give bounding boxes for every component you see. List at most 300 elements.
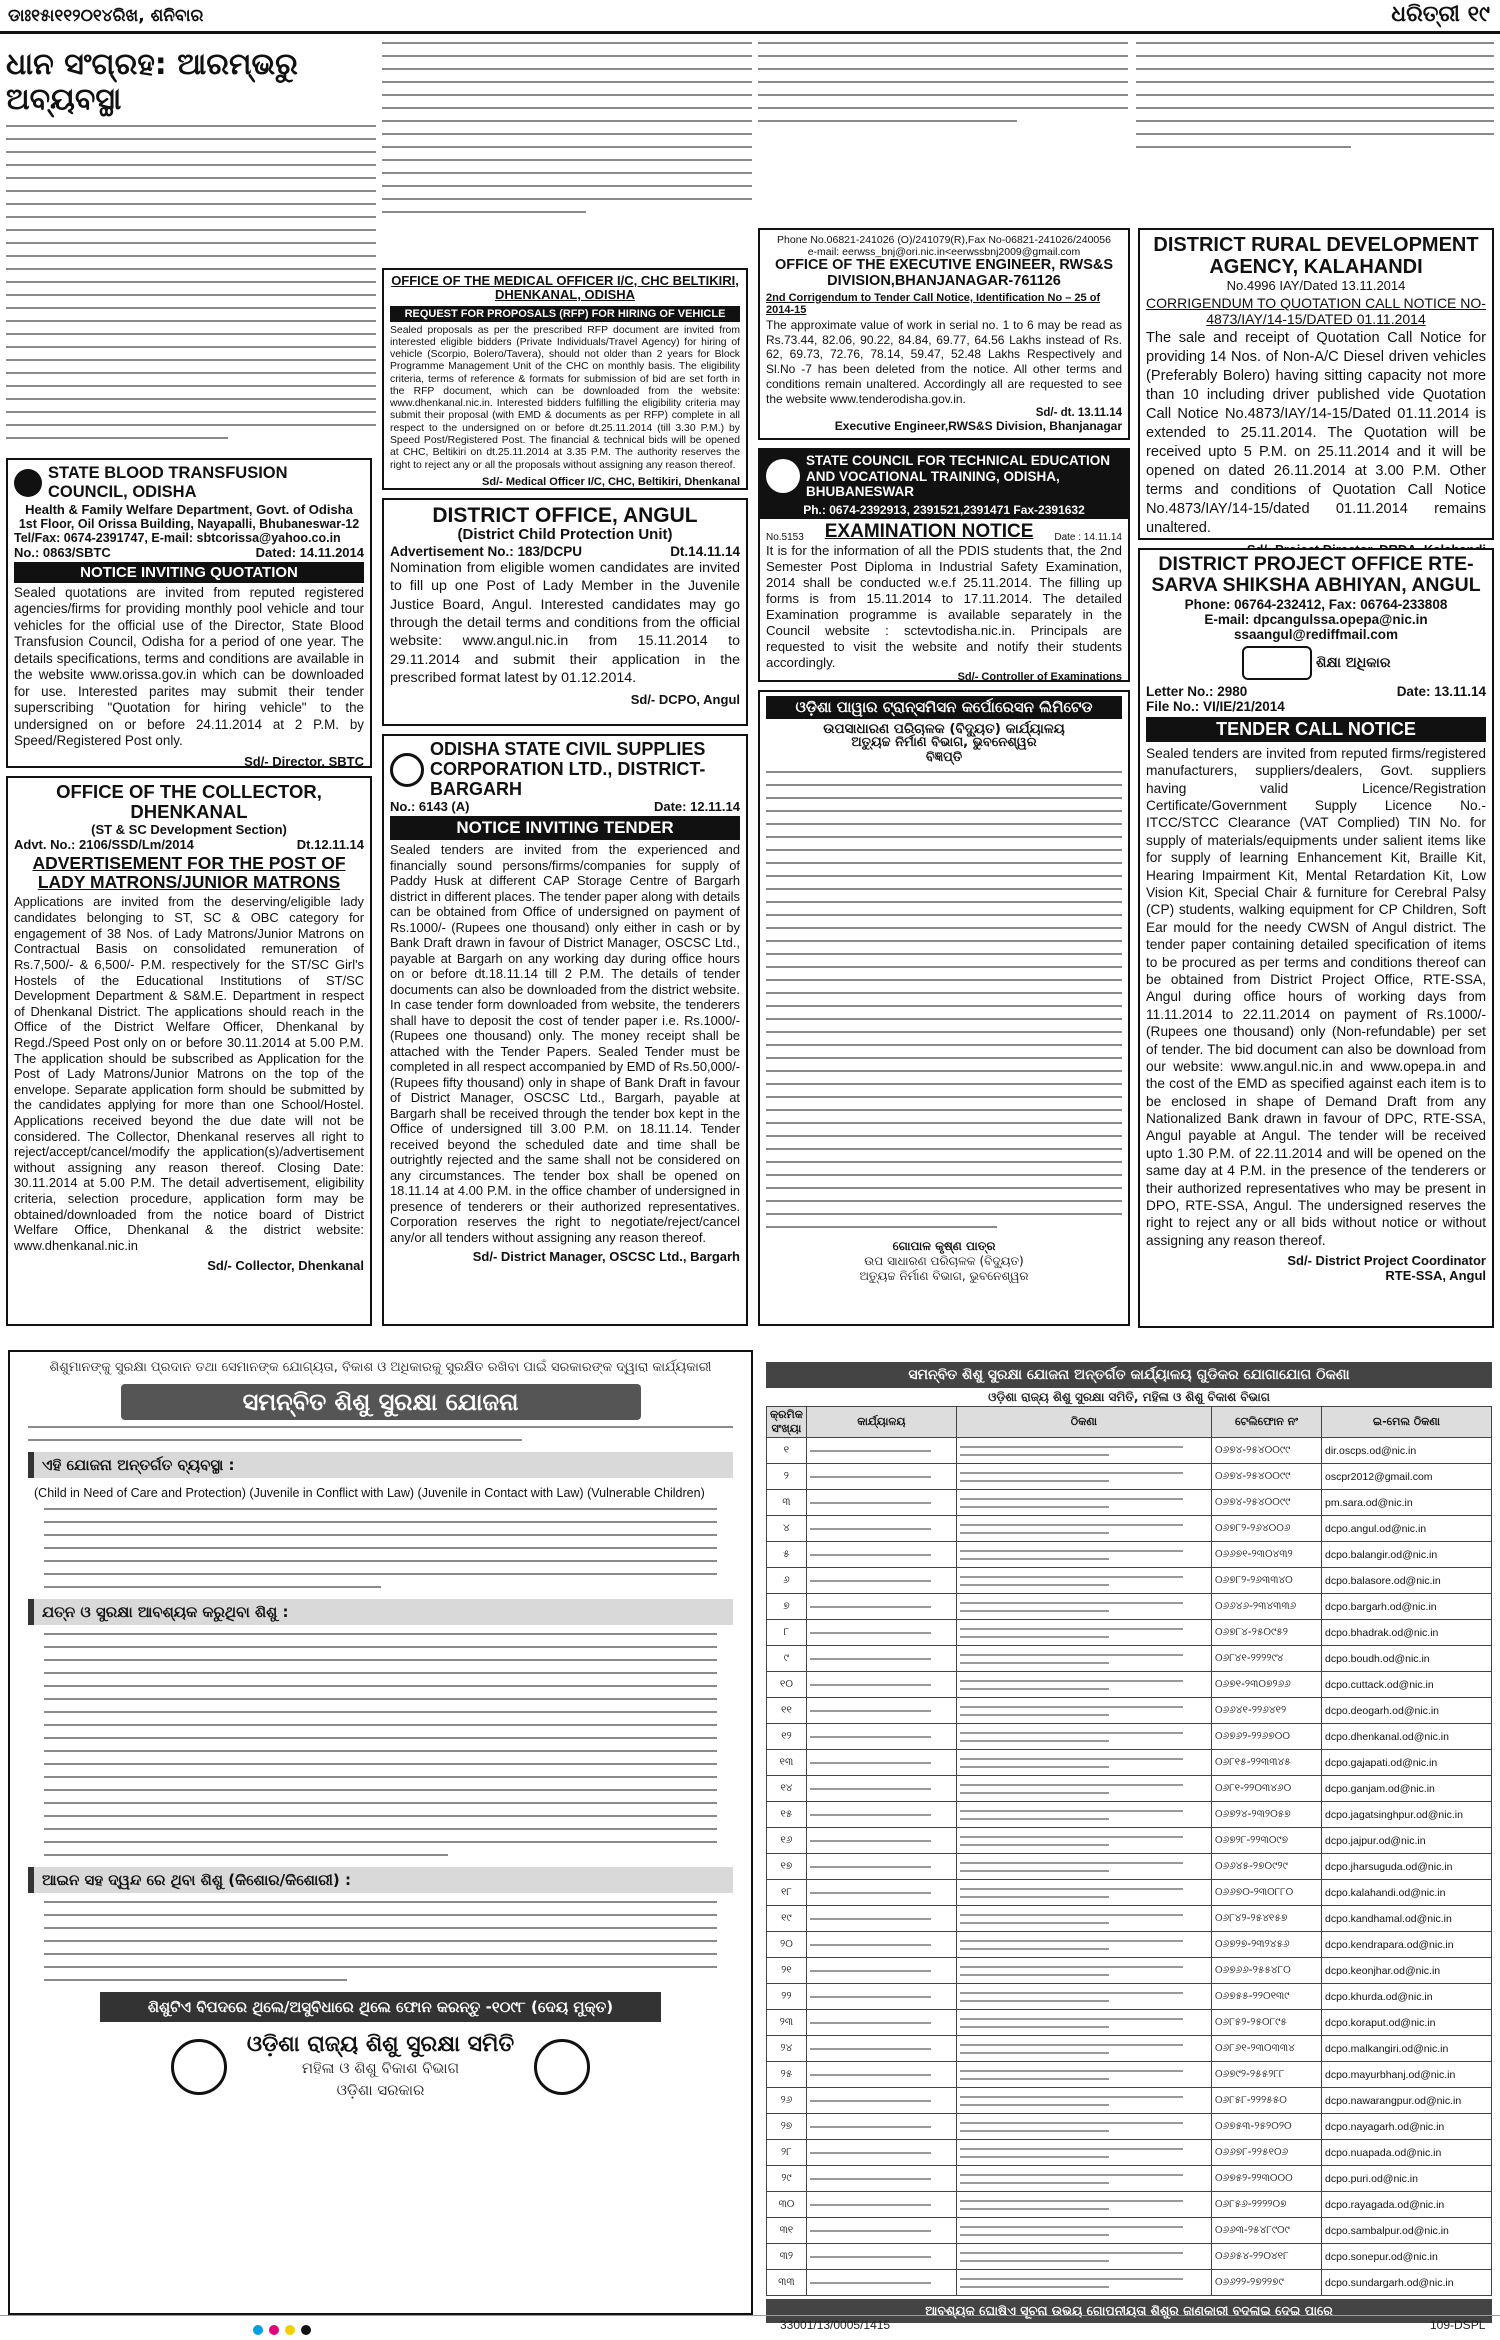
directory-column-header: କ୍ରମିକ ସଂଖ୍ୟା (767, 1407, 807, 1438)
row-address (956, 2270, 1211, 2296)
table-row (767, 1750, 1492, 1776)
ad-number: Advertisement No.: 183/DCPU (390, 543, 583, 559)
row-office (806, 2218, 956, 2244)
row-office (806, 1958, 956, 1984)
row-phone: ୦୬୭୧-୨୩୦୭୨୬୬ (1212, 1672, 1322, 1698)
table-row (767, 2218, 1492, 2244)
row-phone: ୦୬୭୪-୨୫୪୦୦୯୯ (1212, 1464, 1322, 1490)
row-address (956, 1750, 1211, 1776)
ad-date: Date : 14.11.14 (1054, 531, 1122, 543)
row-email[interactable]: dcpo.nawarangpur.od@nic.in (1322, 2088, 1492, 2114)
ad-signature: Sd/- DCPO, Angul (630, 691, 740, 707)
row-phone: ୦୬୬୨୨-୨୭୨୨୭୯ (1212, 2270, 1322, 2296)
table-row (767, 1724, 1492, 1750)
ad-signature: Sd/- District Manager, OSCSC Ltd., Bargarh (472, 1248, 740, 1264)
scheme-en-1: (Child in Need of Care and Protection) (34, 1485, 246, 1500)
directory-column-header: ଇ-ମେଲ ଠିକଣା (1322, 1407, 1492, 1438)
ad-phone: Phone: 06764-232412, Fax: 06764-233808 (1184, 596, 1448, 612)
table-row (767, 1438, 1492, 1464)
oscsc-logo-icon (390, 753, 424, 787)
row-email[interactable]: dcpo.koraput.od@nic.in (1322, 2010, 1492, 2036)
odisha-emblem-icon (534, 2039, 590, 2095)
row-email[interactable]: dcpo.jajpur.od@nic.in (1322, 1828, 1492, 1854)
row-phone: ୦୬୭୮୪-୨୫୦୯୫୨ (1212, 1620, 1322, 1646)
table-row (767, 1932, 1492, 1958)
sbtc-logo-icon (14, 469, 42, 497)
row-number: ୨୩ (767, 2010, 807, 2036)
row-phone: ୦୬୮୫୮-୨୨୨୫୫୦ (1212, 2088, 1322, 2114)
row-email[interactable]: dcpo.sonepur.od@nic.in (1322, 2244, 1492, 2270)
ad-dept: Health & Family Welfare Department, Govt. of Odisha (25, 502, 353, 517)
ad-signature: Sd/- Controller of Examinations (957, 671, 1122, 684)
table-row (767, 1880, 1492, 1906)
row-email[interactable]: dcpo.boudh.od@nic.in (1322, 1646, 1492, 1672)
row-address (956, 1542, 1211, 1568)
ad-notice-heading: TENDER CALL NOTICE (1146, 717, 1486, 742)
row-address (956, 1724, 1211, 1750)
ad-signature-place: RTE-SSA, Angul (1385, 1268, 1486, 1284)
row-email[interactable]: dcpo.kendrapara.od@nic.in (1322, 1932, 1492, 1958)
row-office (806, 1984, 956, 2010)
ad-notice-heading: EXAMINATION NOTICE (824, 520, 1034, 542)
ad-number: No.: 6143 (A) (390, 799, 470, 815)
ad-signature-title: ଉପ ସାଧାରଣ ପରିଚାଳକ (ବିଦ୍ୟୁତ) (864, 1253, 1024, 1268)
ad-subject: CORRIGENDUM TO QUOTATION CALL NOTICE NO-4873/IAY/14-15/DATED 01.11.2014 (1146, 295, 1486, 327)
table-row (767, 1698, 1492, 1724)
ad-number: No.5153 (766, 531, 804, 543)
row-address (956, 2010, 1211, 2036)
ad-rwss (758, 228, 1130, 440)
table-row (767, 1542, 1492, 1568)
row-email[interactable]: dcpo.sundargarh.od@nic.in (1322, 2270, 1492, 2296)
table-row (767, 1776, 1492, 1802)
ad-signature: Sd/- Medical Officer I/C, CHC, Beltikiri, Dhenkanal (482, 475, 740, 488)
table-row (767, 1828, 1492, 1854)
row-email[interactable]: dcpo.bargarh.od@nic.in (1322, 1594, 1492, 1620)
scheme-top-line: ଶିଶୁମାନଙ୍କୁ ସୁରକ୍ଷା ପ୍ରଦାନ ତଥା ସେମାନଙ୍କ ଯୋଗ୍ୟତା, ବିକାଶ ଓ ଅଧିକାରକୁ ସୁରକ୍ଷିତ ରଖିବା ପାଇଁ ସରକାରଙ୍କ ଦ୍ୱାରା କାର୍ଯ୍ୟକାରୀ (49, 1360, 712, 1375)
row-address (956, 1802, 1211, 1828)
scheme-en-4: (Vulnerable Children) (587, 1485, 705, 1500)
row-address (956, 2114, 1211, 2140)
ad-icps-scheme (8, 1350, 753, 2315)
row-number: ୨୦ (767, 1932, 807, 1958)
row-phone: ୦୬୬୪୧-୨୨୬୪୧୨ (1212, 1698, 1322, 1724)
row-address (956, 1828, 1211, 1854)
table-row (767, 2010, 1492, 2036)
ad-title: STATE BLOOD TRANSFUSION COUNCIL, ODISHA (48, 464, 288, 501)
scheme-section-heading-3: ଆଇନ ସହ ଦ୍ୱନ୍ଦ ରେ ଥିବା ଶିଶୁ (କିଶୋର/କିଶୋରୀ) : (28, 1867, 733, 1893)
row-office (806, 1490, 956, 1516)
ad-sctevt (758, 448, 1130, 682)
scheme-en-3: (Juvenile in Contact with Law) (417, 1485, 584, 1500)
row-phone: ୦୬୬୪୬-୨୩୪୩୩୬ (1212, 1594, 1322, 1620)
row-address (956, 1594, 1211, 1620)
ad-date: Date: 12.11.14 (653, 799, 740, 815)
table-row (767, 1464, 1492, 1490)
table-row (767, 2140, 1492, 2166)
row-email[interactable]: dcpo.jharsuguda.od@nic.in (1322, 1854, 1492, 1880)
ad-signature: Sd/- Collector, Dhenkanal (207, 1257, 364, 1273)
ad-notice-heading: NOTICE INVITING QUOTATION (14, 562, 364, 583)
scheme-section-heading-2: ଯତ୍ନ ଓ ସୁରକ୍ଷା ଆବଶ୍ୟକ କରୁଥିବା ଶିଶୁ : (28, 1599, 733, 1625)
row-office (806, 2062, 956, 2088)
row-office (806, 1568, 956, 1594)
row-office (806, 1828, 956, 1854)
row-email[interactable]: oscpr2012@gmail.com (1322, 1464, 1492, 1490)
row-phone: ୦୬୬୭୦-୨୩୦୮୮୦ (1212, 1880, 1322, 1906)
row-address (956, 2088, 1211, 2114)
row-email[interactable]: dcpo.cuttack.od@nic.in (1322, 1672, 1492, 1698)
row-email[interactable]: dir.oscps.od@nic.in (1322, 1438, 1492, 1464)
table-row (767, 2088, 1492, 2114)
ad-ref: 2nd Corrigendum to Tender Call Notice, Identification No – 25 of 2014-15 (766, 291, 1101, 316)
row-email[interactable]: dcpo.dhenkanal.od@nic.in (1322, 1724, 1492, 1750)
row-address (956, 1672, 1211, 1698)
row-address (956, 2166, 1211, 2192)
ad-email-alt: ssaangul@rediffmail.com (1234, 626, 1398, 642)
dateline: ଡାଃ୧୫ା୧୧୨୦୧୪ରିଖ, ଶନିବାର (8, 6, 204, 26)
row-number: ୨୫ (767, 2062, 807, 2088)
directory-column-header: ଟେଲିଫୋନ ନଂ (1212, 1407, 1322, 1438)
row-number: ୨୮ (767, 2140, 807, 2166)
row-phone: ୦୬୬୫୪-୨୨୦୪୧୮ (1212, 2244, 1322, 2270)
row-number: ୪ (767, 1516, 807, 1542)
row-office (806, 2088, 956, 2114)
row-number: ୩ (767, 1490, 807, 1516)
table-row (767, 1594, 1492, 1620)
row-phone: ୦୬୮୫୬-୨୨୨୨୦୭ (1212, 2192, 1322, 2218)
table-row (767, 2036, 1492, 2062)
row-office (806, 2036, 956, 2062)
ad-oscsc-bargarh (382, 734, 748, 1326)
row-phone: ୦୬୮୪୧-୨୨୨୨୯୪ (1212, 1646, 1322, 1672)
ad-title: DISTRICT OFFICE, ANGUL (432, 504, 698, 527)
row-office (806, 1750, 956, 1776)
row-email[interactable]: dcpo.balangir.od@nic.in (1322, 1542, 1492, 1568)
table-row (767, 1516, 1492, 1542)
row-office (806, 1594, 956, 1620)
row-number: ୨୬ (767, 2088, 807, 2114)
row-phone: ୦୬୭୨୭-୨୩୨୪୫୬ (1212, 1932, 1322, 1958)
row-number: ୭ (767, 1594, 807, 1620)
ad-title: OFFICE OF THE MEDICAL OFFICER I/C, CHC BELTIKIRI, DHENKANAL, ODISHA (391, 273, 739, 303)
row-office (806, 1698, 956, 1724)
lead-story (6, 48, 376, 450)
ad-ssa-angul (1138, 548, 1494, 1328)
row-email[interactable]: dcpo.deogarh.od@nic.in (1322, 1698, 1492, 1724)
row-number: ୧୨ (767, 1724, 807, 1750)
logo-text: ଶିକ୍ଷା ଅଧିକାର (1315, 654, 1391, 671)
row-number: ୧୦ (767, 1672, 807, 1698)
ad-body: Sealed tenders are invited from the experienced and financially sound persons/firms/companies for supply of Paddy Husk at different CAP Storage Centre of Bargarh district in different places. The tender paper along with details can be obtained from Office of undersigned on payment of Rs.1000/- (Rupees one thousand) only either in cash or by Bank Draft drawn in favour of District Manager, OSCSC Ltd., payable at Bargarh on any working day during office hours on or before dt.18.11.14 till 2 P.M. The details of tender documents can also be downloaded from the district website. In case tender form downloaded from website, the tenderers shall have to deposit the cost of tender paper i.e. Rs.1000/- (Rupees one thousand) only. The money receipt shall be attached with the Tender Papers. Sealed Tender must be completed in all respect accompanied by EMD of Rs.50,000/- (Rupees fifty thousand) only in shape of Bank Draft in favour of District Manager, OSCSC Ltd., Bargarh, payable at Bargarh shall be received through the tender box kept in the Office of undersigned till 3.00 P.M. on 18.11.14. Tender received beyond the scheduled date and time shall be outrightly rejected and the same shall not be considered on any circumstances. The tender box shall be opened on 18.11.14 at 4.00 P.M. in the office chamber of undersigned in presence of tenderers or their authorized representatives. Corporation reserves the right to negotiate/reject/cancel any/or all tenders without assigning any reason thereof. (390, 842, 740, 1245)
row-number: ୨୪ (767, 2036, 807, 2062)
row-email[interactable]: dcpo.keonjhar.od@nic.in (1322, 1958, 1492, 1984)
ad-subtitle: REQUEST FOR PROPOSALS (RFP) FOR HIRING OF VEHICLE (390, 306, 740, 322)
rte-logo-icon (1242, 646, 1312, 680)
row-phone: ୦୬୭୨୪-୨୩୨୦୫୭ (1212, 1802, 1322, 1828)
row-address (956, 1880, 1211, 1906)
row-office (806, 2114, 956, 2140)
row-phone: ୦୬୭୫୨-୨୨୩୦୦୦ (1212, 2166, 1322, 2192)
ad-body: Sealed proposals as per the prescribed RFP document are invited from interested eligible bidders (Private Individuals/Travel Agency) for hiring of vehicle (Scorpio, Bolero/Tavera), should not older than 2 years for Block Programme Management Unit of the CHC on monthly basis. The eligibility criteria, terms of reference & formats for submission of bid are set forth in the RFP document, which can be downloaded from the website: www.dhenkanal.nic.in. Interested bidders fulfilling the eligibility criteria may submit their proposal (with EMD & documents as per RFP) complete in all respect to the undersigned on or before dt.25.11.2014 (till 3.30 P.M.) by Speed Post/Registered Post. The financial & technical bids will be opened at CHC, Beltikiri on dt.25.11.2014 at 3.35 P.M. The authority reserves the right to reject any or all the proposals without assigning any reason thereof. (390, 324, 740, 471)
table-row (767, 1802, 1492, 1828)
table-row (767, 1568, 1492, 1594)
row-address (956, 1464, 1211, 1490)
row-phone: ୦୬୬୭୧-୨୩୦୪୩୨ (1212, 1542, 1322, 1568)
ad-icps-directory (766, 1362, 1492, 2318)
scheme-govt: ଓଡ଼ିଶା ସରକାର (336, 2081, 425, 2099)
scheme-banner: ସମନ୍ବିତ ଶିଶୁ ସୁରକ୍ଷା ଯୋଜନା (121, 1384, 641, 1420)
row-office (806, 1932, 956, 1958)
row-email[interactable]: dcpo.jagatsinghpur.od@nic.in (1322, 1802, 1492, 1828)
row-office (806, 2192, 956, 2218)
row-phone: ୦୬୭୨୮-୨୨୩୦୯୭ (1212, 1828, 1322, 1854)
ad-date: Date: 13.11.14 (1396, 683, 1486, 699)
table-row (767, 2114, 1492, 2140)
row-office (806, 2010, 956, 2036)
ad-letter-number: Letter No.: 2980 (1146, 683, 1248, 699)
directory-table (766, 1406, 1492, 2296)
row-email[interactable]: dcpo.angul.od@nic.in (1322, 1516, 1492, 1542)
row-address (956, 1854, 1211, 1880)
row-number: ୧୪ (767, 1776, 807, 1802)
directory-subtitle: ଓଡ଼ିଶା ରାଜ୍ୟ ଶିଶୁ ସୁରକ୍ଷା ସମିତି, ମହିଳା ଓ ଶିଶୁ ବିକାଶ ବିଭାଗ (988, 1390, 1270, 1404)
ad-drda (1138, 228, 1494, 540)
lead-body (6, 125, 376, 439)
row-number: ୩୧ (767, 2218, 807, 2244)
ad-signature-office: ଅତ୍ୟୁଚ୍ଚ ନିର୍ମାଣ ବିଭାଗ, ଭୁବନେଶ୍ୱର (859, 1268, 1029, 1283)
row-phone: ୦୬୭୬୬-୨୫୫୪୮୦ (1212, 1958, 1322, 1984)
registration-marks (250, 2322, 314, 2340)
ad-phone: Phone No.06821-241026 (O)/241079(R),Fax No-06821-241026/240056 (777, 234, 1111, 246)
row-email[interactable]: dcpo.balasore.od@nic.in (1322, 1568, 1492, 1594)
row-email[interactable]: dcpo.rayagada.od@nic.in (1322, 2192, 1492, 2218)
ad-body (766, 771, 1122, 1228)
row-number: ୧୫ (767, 1802, 807, 1828)
ad-number: No.4996 IAY/Dated 13.11.2014 (1226, 278, 1406, 293)
row-address (956, 2036, 1211, 2062)
ssa-logo (1146, 646, 1486, 680)
ad-body: It is for the information of all the PDIS students that, the 2nd Semester Post Diploma in Industrial Safety Examination, 2014 shall be conducted w.e.f 25.11.2014. The filling up forms is from 15.11.2014 to 17.11.2014. The detailed Examination programme is available separately in the Council website : sctevtodisha.nic.in. Principals are requested to visit the website and notify their students accordingly. (766, 542, 1122, 671)
ad-number: Advt. No.: 2106/SSD/Lm/2014 (14, 836, 194, 852)
row-phone: ୦୬୭୪-୨୫୪୦୦୯୯ (1212, 1438, 1322, 1464)
table-row (767, 2270, 1492, 2296)
scheme-helpline: ଶିଶୁଟିଏ ବିପଦରେ ଥିଲେ/ଅସୁବିଧାରେ ଥିଲେ ଫୋନ କରନ୍ତୁ -୧୦୯୮ (ଦେୟ ମୁକ୍ତ) (100, 1992, 661, 2022)
ad-optcl (758, 690, 1130, 1326)
row-email[interactable]: dcpo.puri.od@nic.in (1322, 2166, 1492, 2192)
directory-title: ସମନ୍ବିତ ଶିଶୁ ସୁରକ୍ଷା ଯୋଜନା ଅନ୍ତର୍ଗତ କାର୍ଯ୍ୟାଳୟ ଗୁଡିକର ଯୋଗାଯୋଗ ଠିକଣା (766, 1362, 1492, 1388)
ad-subtitle-3: ବିଜ୍ଞପ୍ତି (925, 749, 963, 765)
row-phone: ୦୬୭୮୨-୨୬୪୦୦୬ (1212, 1516, 1322, 1542)
page-footer (0, 2315, 1500, 2339)
row-address (956, 1776, 1211, 1802)
ad-date: Dated: 14.11.2014 (255, 545, 364, 560)
row-email[interactable]: dcpo.gajapati.od@nic.in (1322, 1750, 1492, 1776)
table-row (767, 1672, 1492, 1698)
row-phone: ୦୬୭୯୨-୨୫୫୨୮୮ (1212, 2062, 1322, 2088)
row-phone: ୦୬୭୬୨-୨୨୬୭୦୦ (1212, 1724, 1322, 1750)
row-number: ୨୭ (767, 2114, 807, 2140)
scheme-en-2: (Juvenile in Conflict with Law) (249, 1485, 415, 1500)
row-number: ୯ (767, 1646, 807, 1672)
page-header (0, 0, 1500, 34)
directory-column-header: କାର୍ଯ୍ୟାଳୟ (806, 1407, 956, 1438)
row-phone: ୦୬୮୫୨-୨୫୦୮୯୫ (1212, 2010, 1322, 2036)
row-email[interactable]: dcpo.khurda.od@nic.in (1322, 1984, 1492, 2010)
ad-body: Sealed quotations are invited from reputed registered agencies/firms for providing monthly pool vehicle and tour vehicles for the official use of the Director, State Blood Transfusion Council, Odisha for a period of one year. The details specifications, terms and conditions are available in the website www.orissa.gov.in which can be downloaded for use. Interested parites may submit their tender superscribing "Quotation for hiring vehicle" to the undersigned on or before 24.11.2014 at 2 P.M. by Speed/Registered Post only. (14, 585, 364, 749)
row-email[interactable]: dcpo.bhadrak.od@nic.in (1322, 1620, 1492, 1646)
row-number: ୬ (767, 1568, 807, 1594)
row-phone: ୦୬୭୫୫-୨୨୦୧୩୯ (1212, 1984, 1322, 2010)
table-row (767, 2166, 1492, 2192)
row-address (956, 1620, 1211, 1646)
ad-body: Nomination from eligible women candidates are invited to fill up one Post of Lady Member in the Juvenile Justice Board, Angul. Interested candidates may go through the detail terms and conditions from the official website: www.angul.nic.in from 15.11.2014 to 29.11.2014 and submit their application in the prescribed format latest by 01.12.2014. (390, 559, 740, 687)
row-number: ୩୦ (767, 2192, 807, 2218)
ad-date: Dt.14.11.14 (670, 543, 740, 559)
ad-body: The sale and receipt of Quotation Call Notice for providing 14 Nos. of Non-A/C Diesel driven vehicles (Preferably Bolero) having sitting capacity not more than 10 including driver published vide Quotation Call Notice No.4873/IAY/14-15/Dated 01.11.2014 is extended to 25.11.2014. The Quotation will be received upto 5 P.M. on 25.11.2014 and it will be opened on dated 26.11.2014 at 3.00 P.M. Other terms and conditions of Quotation Call Notice No.4873/IAY/14-15/dated 01.11.2014 remains unaltered. (1146, 330, 1486, 536)
row-phone: ୦୬୭୮୨-୨୬୩୩୪୦ (1212, 1568, 1322, 1594)
row-email[interactable]: dcpo.kandhamal.od@nic.in (1322, 1906, 1492, 1932)
ad-subtitle-2: ଅତ୍ୟୁଚ୍ଚ ନିର୍ମାଣ ବିଭାଗ, ଭୁବନେଶ୍ୱର (851, 735, 1037, 751)
row-number: ୧୯ (767, 1906, 807, 1932)
row-email[interactable]: dcpo.ganjam.od@nic.in (1322, 1776, 1492, 1802)
row-address (956, 2062, 1211, 2088)
row-number: ୧ (767, 1438, 807, 1464)
row-address (956, 1568, 1211, 1594)
ad-signature: Sd/- Director, SBTC (244, 753, 364, 769)
row-email[interactable]: dcpo.nayagarh.od@nic.in (1322, 2114, 1492, 2140)
row-email[interactable]: dcpo.nuapada.od@nic.in (1322, 2140, 1492, 2166)
row-phone: ୦୬୬୪୫-୨୭୦୯୨୯ (1212, 1854, 1322, 1880)
directory-note: ଆବଶ୍ୟକ ଘୋଷିଏ ସୂଚନା ଉଭୟ ଗୋପନୀୟତା ଶିଶୁର ଜାଣକାରୀ ବଦଳାଇ ଦେଇ ପାରେ (766, 2299, 1492, 2323)
ad-title: DISTRICT RURAL DEVELOPMENT AGENCY, KALAHANDI (1153, 234, 1479, 278)
ad-signature: Sd/- District Project Coordinator (1287, 1253, 1486, 1269)
row-office (806, 1620, 956, 1646)
row-address (956, 1958, 1211, 1984)
row-number: ୧୧ (767, 1698, 807, 1724)
table-row (767, 2244, 1492, 2270)
ad-title: OFFICE OF THE EXECUTIVE ENGINEER, RWS&S DIVISION,BHANJANAGAR-761126 (774, 257, 1114, 289)
ad-sbtc (6, 458, 372, 768)
ad-notice-heading: NOTICE INVITING TENDER (390, 816, 740, 840)
masthead: ଧରିତ୍ରୀ ୧୯ (1391, 2, 1490, 27)
sctevt-logo-icon (766, 459, 800, 493)
row-office (806, 2140, 956, 2166)
ad-signature: Executive Engineer,RWS&S Division, Bhanjanagar (834, 419, 1122, 434)
row-phone: ୦୬୮୧୫-୨୨୩୩୪୫ (1212, 1750, 1322, 1776)
row-office (806, 1776, 956, 1802)
footer-code-left: 33001/13/0005/1415 (780, 2318, 891, 2332)
table-row (767, 1620, 1492, 1646)
row-number: ୩୩ (767, 2270, 807, 2296)
scheme-org: ଓଡ଼ିଶା ରାଜ୍ୟ ଶିଶୁ ସୁରକ୍ଷା ସମିତି (246, 2031, 515, 2057)
ad-medical-officer (382, 268, 748, 490)
row-address (956, 1698, 1211, 1724)
row-office (806, 1854, 956, 1880)
row-office (806, 2166, 956, 2192)
row-number: ୧୩ (767, 1750, 807, 1776)
ad-angul-dcpu (382, 498, 748, 726)
ad-contact: Tel/Fax: 0674-2391747, E-mail: sbtcorissa@yahoo.co.in (14, 531, 341, 545)
scheme-dept: ମହିଳା ଓ ଶିଶୁ ବିକାଶ ବିଭାଗ (301, 2058, 460, 2077)
row-address (956, 1516, 1211, 1542)
ad-phone: Ph.: 0674-2392913, 2391521,2391471 Fax-2391632 (760, 503, 1128, 519)
table-row (767, 1906, 1492, 1932)
ad-file-number: File No.: VI/IE/21/2014 (1146, 698, 1285, 714)
row-number: ୫ (767, 1542, 807, 1568)
table-row (767, 2192, 1492, 2218)
ad-title: ଓଡ଼ିଶା ପାୱାର ଟ୍ରାନ୍ସମିସନ କର୍ପୋରେସନ ଲିମିଟେଡ (766, 696, 1122, 719)
row-email[interactable]: dcpo.sambalpur.od@nic.in (1322, 2218, 1492, 2244)
ad-title: STATE COUNCIL FOR TECHNICAL EDUCATION AND VOCATIONAL TRAINING, ODISHA, BHUBANESWAR (806, 453, 1110, 500)
table-row (767, 1490, 1492, 1516)
table-row (767, 1854, 1492, 1880)
row-phone: ୦୬୭୪-୨୫୪୦୦୯୯ (1212, 1490, 1322, 1516)
lead-story-cont (382, 42, 752, 224)
row-number: ୨୧ (767, 1958, 807, 1984)
row-email[interactable]: dcpo.kalahandi.od@nic.in (1322, 1880, 1492, 1906)
ad-date: Sd/- dt. 13.11.14 (1035, 407, 1122, 420)
row-number: ୨୯ (767, 2166, 807, 2192)
row-office (806, 1438, 956, 1464)
table-row (767, 1646, 1492, 1672)
row-office (806, 1802, 956, 1828)
row-office (806, 1880, 956, 1906)
row-office (806, 1646, 956, 1672)
row-address (956, 1490, 1211, 1516)
row-phone: ୦୬୮୬୧-୨୩୦୩୩୪ (1212, 2036, 1322, 2062)
ad-unit: (District Child Protection Unit) (457, 526, 673, 544)
row-phone: ୦୬୮୪୨-୨୫୪୧୫୭ (1212, 1906, 1322, 1932)
row-number: ୧୬ (767, 1828, 807, 1854)
row-number: ୧୮ (767, 1880, 807, 1906)
row-office (806, 1464, 956, 1490)
ad-section: (ST & SC Development Section) (91, 821, 287, 837)
ad-collector-dhenkanal (6, 776, 372, 1326)
row-number: ୧୭ (767, 1854, 807, 1880)
row-phone: ୦୬୬୭୮-୨୨୫୧୦୬ (1212, 2140, 1322, 2166)
ad-body: The approximate value of work in serial no. 1 to 6 may be read as Rs.73.44, 82.06, 90.22, 84.84, 69.77, 64.56 Lakhs instead of Rs. 62, 69.73, 72.76, 78.14, 59.47, 52.48 Lakhs Respectively and Sl.No -7 has been deleted from the notice. All other terms and conditions remain unaltered. Accordingly all are requested to see the website www.tenderodisha.gov.in. (766, 317, 1122, 406)
table-row (767, 1984, 1492, 2010)
ad-heading: ADVERTISEMENT FOR THE POST OF LADY MATRONS/JUNIOR MATRONS (32, 852, 346, 893)
ad-body: Applications are invited from the deserving/eligible lady candidates belonging to ST, SC & OBC category for engagement of 38 Nos. of Lady Matrons/Junior Matrons on Contractual Basis on consolidated remuneration of Rs.7,500/- & 6,500/- P.M. respectively for the ST/SC Girl's Hostels of the Educational Institutions of ST/SC Development Department & S&M.E. Department in respect of Dhenkanal District. The applications should reach in the Office of the District Welfare Officer, Dhenkanal by Regd./Speed Post only on or before 30.11.2014 at 5.00 P.M. The application should be subscribed as Application for the Post of Lady Matrons/Junior Matrons on the top of the envelope. Separate application form should be submitted by the candidates applying for more than one School/Hostel. Applications received beyond the due date will not be considered. The Collector, Dhenkanal reserves all right to reject/accept/cancel/modify the application(s)/advertisement without assigning any reason thereof. Closing Date: 30.11.2014 at 5.00 P.M. The detail advertisement, eligibility criteria, selection procedure, application form may be obtained/downloaded from the notice board of District Welfare Office, Dhenkanal & the district website: www.dhenkanal.nic.in (14, 894, 364, 1253)
table-row (767, 2062, 1492, 2088)
row-phone: ୦୬୬୩-୨୫୪୮୯୦୯ (1212, 2218, 1322, 2244)
row-address (956, 1906, 1211, 1932)
table-row (767, 1958, 1492, 1984)
row-email[interactable]: pm.sara.od@nic.in (1322, 1490, 1492, 1516)
ad-title: DISTRICT PROJECT OFFICE RTE-SARVA SHIKSHA ABHIYAN, ANGUL (1151, 553, 1481, 597)
row-address (956, 1932, 1211, 1958)
ad-title: OFFICE OF THE COLLECTOR, DHENKANAL (56, 781, 322, 823)
ad-body: Sealed tenders are invited from reputed firms/registered manufacturers, suppliers/dealers, Govt. suppliers having valid Licence/Registration Certificate/Government Supply Licence No.- ITCC/STCC Clearance (VAT Complied) TIN No. for supply of materials/equipments under salient items like for supply of learning Enhancement Kit, Braille Kit, Hearing Impairment Kit, Mental Retardation Kit, Low Vision Kit, Special Chair & furniture for Cerebral Palsy (CP) students, walking equipment for CP Children, Soft Ear mould for the needy CWSN of Angul district. The tender paper containing detailed specification of items to be procured as per terms and conditions thereof can be obtained from District Project Office, RTE-SSA, Angul during office hours of working days from 11.11.2014 to 22.11.2014 on payment of Rs.1000/- (Rupees one thousand) only (Non-refundable) per set of tender. The bid document can also be download from our website: www.angul.nic.in and www.opepa.in and the cost of the EMD as specified against each item is to be enclosed in shape of Demand Draft from any Nationalized Bank drawn in favour of DPC, RTE-SSA, Angul payable at Angul. The tender will be received upto 1.30 P.M. of 22.11.2014 and will be opened on the same day at 4 P.M. in the presence of the tenderers or their authorized representatives who may be present in DPO, RTE-SSA, Angul. The undersigned reserves the right to reject any or all bids without notice or without assigning any reason thereof. (1146, 745, 1486, 1248)
row-office (806, 2244, 956, 2270)
row-email[interactable]: dcpo.malkangiri.od@nic.in (1322, 2036, 1492, 2062)
ad-email: E-mail: dpcangulssa.opepa@nic.in (1204, 611, 1428, 627)
row-email[interactable]: dcpo.mayurbhanj.od@nic.in (1322, 2062, 1492, 2088)
lead-story-cont2 (758, 42, 1128, 133)
row-address (956, 1438, 1211, 1464)
row-phone: ୦୬୭୫୩-୨୫୨୦୨୦ (1212, 2114, 1322, 2140)
footer-code-right: 109-DSPL (1430, 2318, 1486, 2332)
row-number: ୨ (767, 1464, 807, 1490)
row-office (806, 1906, 956, 1932)
row-address (956, 2140, 1211, 2166)
row-number: ୮ (767, 1620, 807, 1646)
row-office (806, 2270, 956, 2296)
row-number: ୨୨ (767, 1984, 807, 2010)
row-office (806, 1672, 956, 1698)
